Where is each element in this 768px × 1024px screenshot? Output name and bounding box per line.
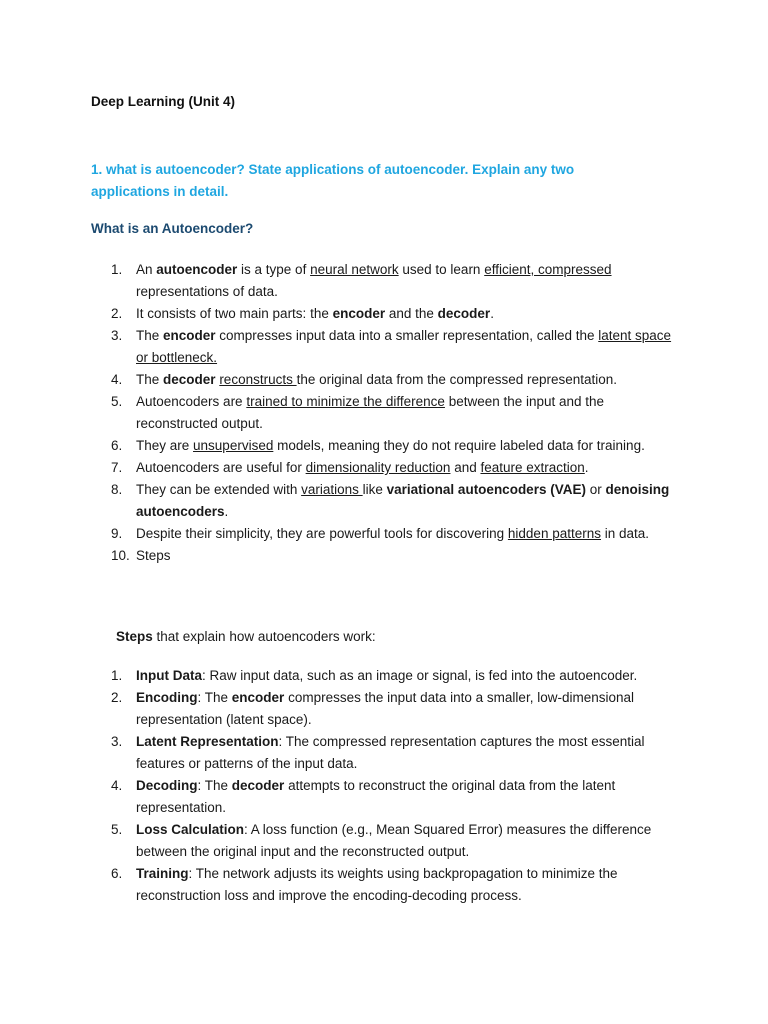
item-text: between the input and the reconstructed output. <box>136 394 605 431</box>
bold-term: autoencoder <box>156 262 238 277</box>
list-item <box>91 775 681 819</box>
underlined-term: latent space or bottleneck. <box>136 328 672 365</box>
list-item <box>91 731 681 775</box>
steps-list <box>91 665 681 907</box>
list-item <box>91 259 681 303</box>
bold-term: Latent Representation <box>136 734 279 749</box>
list-item <box>91 523 681 545</box>
list-number: 4. <box>111 778 123 793</box>
definition-list <box>91 259 681 567</box>
underlined-term: neural network <box>310 262 399 277</box>
item-text: models, meaning they do not require labeled data for training. <box>273 438 645 453</box>
item-text: attempts to reconstruct the original data from the latent representation. <box>136 778 616 815</box>
underlined-term: hidden patterns <box>507 526 601 541</box>
bold-term: denoising autoencoders <box>136 482 670 519</box>
item-text: Autoencoders are useful for <box>136 460 306 475</box>
bold-term: encoder <box>231 690 285 705</box>
item-text: : The <box>197 690 232 705</box>
item-text: the original data from the compressed representation. <box>296 372 618 387</box>
item-text: The <box>136 372 164 387</box>
list-number: 3. <box>111 328 123 343</box>
item-text: used to learn <box>398 262 485 277</box>
item-text: Steps <box>136 548 171 563</box>
bold-term: encoder <box>163 328 216 343</box>
item-text: Autoencoders are <box>136 394 247 409</box>
list-number: 3. <box>111 734 123 749</box>
list-number: 8. <box>111 482 123 497</box>
list-number: 9. <box>111 526 123 541</box>
item-text: They are <box>136 438 194 453</box>
list-item <box>91 665 681 687</box>
bold-term: Encoding <box>136 690 198 705</box>
bold-term: variational autoencoders (VAE) <box>386 482 586 497</box>
item-text: and the <box>385 306 438 321</box>
list-item <box>91 479 681 523</box>
underlined-term: reconstructs <box>219 372 297 387</box>
list-item <box>91 391 681 435</box>
item-text: like <box>362 482 387 497</box>
bold-term: encoder <box>332 306 386 321</box>
bold-term: Loss Calculation <box>136 822 245 837</box>
document-title: Deep Learning (Unit 4) <box>91 94 236 109</box>
item-text: compresses input data into a smaller representation, called the <box>215 328 599 343</box>
item-text: An <box>136 262 157 277</box>
bold-term: Decoding <box>136 778 198 793</box>
item-text: : The compressed representation captures the most essential features or patterns of the input data. <box>136 734 645 771</box>
item-text: The <box>136 328 164 343</box>
underlined-term: dimensionality reduction <box>305 460 451 475</box>
item-text: representations of data. <box>136 284 278 299</box>
underlined-term: efficient, compressed <box>484 262 612 277</box>
bold-term: Training <box>136 866 189 881</box>
list-item <box>91 863 681 907</box>
bold-term: Steps <box>116 629 153 644</box>
list-item <box>91 819 681 863</box>
item-text: is a type of <box>237 262 311 277</box>
item-text: They can be extended with <box>136 482 302 497</box>
list-number: 6. <box>111 866 123 881</box>
list-item <box>91 325 681 369</box>
list-number: 5. <box>111 394 123 409</box>
item-text: : Raw input data, such as an image or signal, is fed into the autoencoder. <box>202 668 638 683</box>
list-number: 2. <box>111 690 123 705</box>
list-number: 5. <box>111 822 123 837</box>
item-text: : The <box>197 778 232 793</box>
item-text: . <box>584 460 589 475</box>
list-number: 1. <box>111 668 123 683</box>
list-number: 4. <box>111 372 123 387</box>
list-number: 6. <box>111 438 123 453</box>
list-number: 2. <box>111 306 123 321</box>
item-text: in data. <box>600 526 650 541</box>
list-item <box>91 303 681 325</box>
item-text: It consists of two main parts: the <box>136 306 333 321</box>
item-text: . <box>490 306 494 321</box>
list-item <box>91 369 681 391</box>
item-text: or <box>585 482 606 497</box>
item-text: . <box>224 504 229 519</box>
item-text: : The network adjusts its weights using backpropagation to minimize the reconstruction loss and improve the encoding-decoding process. <box>136 866 618 903</box>
list-item <box>91 435 681 457</box>
item-text: that explain how autoencoders work: <box>152 629 376 644</box>
item-text: compresses the input data into a smaller, low-dimensional representation (latent space). <box>136 690 634 727</box>
list-number: 1. <box>111 262 123 277</box>
list-item <box>91 457 681 479</box>
list-number: 10. <box>111 548 130 563</box>
list-number: 7. <box>111 460 123 475</box>
question-heading: 1. what is autoencoder? State applications of autoencoder. Explain any two applications in detail. <box>91 162 575 199</box>
bold-term: decoder <box>437 306 491 321</box>
bold-term: Input Data <box>136 668 202 683</box>
item-text: and <box>450 460 481 475</box>
underlined-term: feature extraction <box>480 460 585 475</box>
list-item <box>91 545 681 567</box>
steps-intro <box>116 629 376 644</box>
list-item <box>91 687 681 731</box>
item-text: Despite their simplicity, they are powerful tools for discovering <box>136 526 508 541</box>
underlined-term: variations <box>301 482 363 497</box>
item-text: : A loss function (e.g., Mean Squared Error) measures the difference between the original input and the reconstructed output. <box>136 822 652 859</box>
bold-term: decoder <box>231 778 285 793</box>
bold-term: decoder <box>163 372 216 387</box>
section-heading: What is an Autoencoder? <box>91 221 254 236</box>
underlined-term: trained to minimize the difference <box>246 394 445 409</box>
underlined-term: unsupervised <box>193 438 274 453</box>
